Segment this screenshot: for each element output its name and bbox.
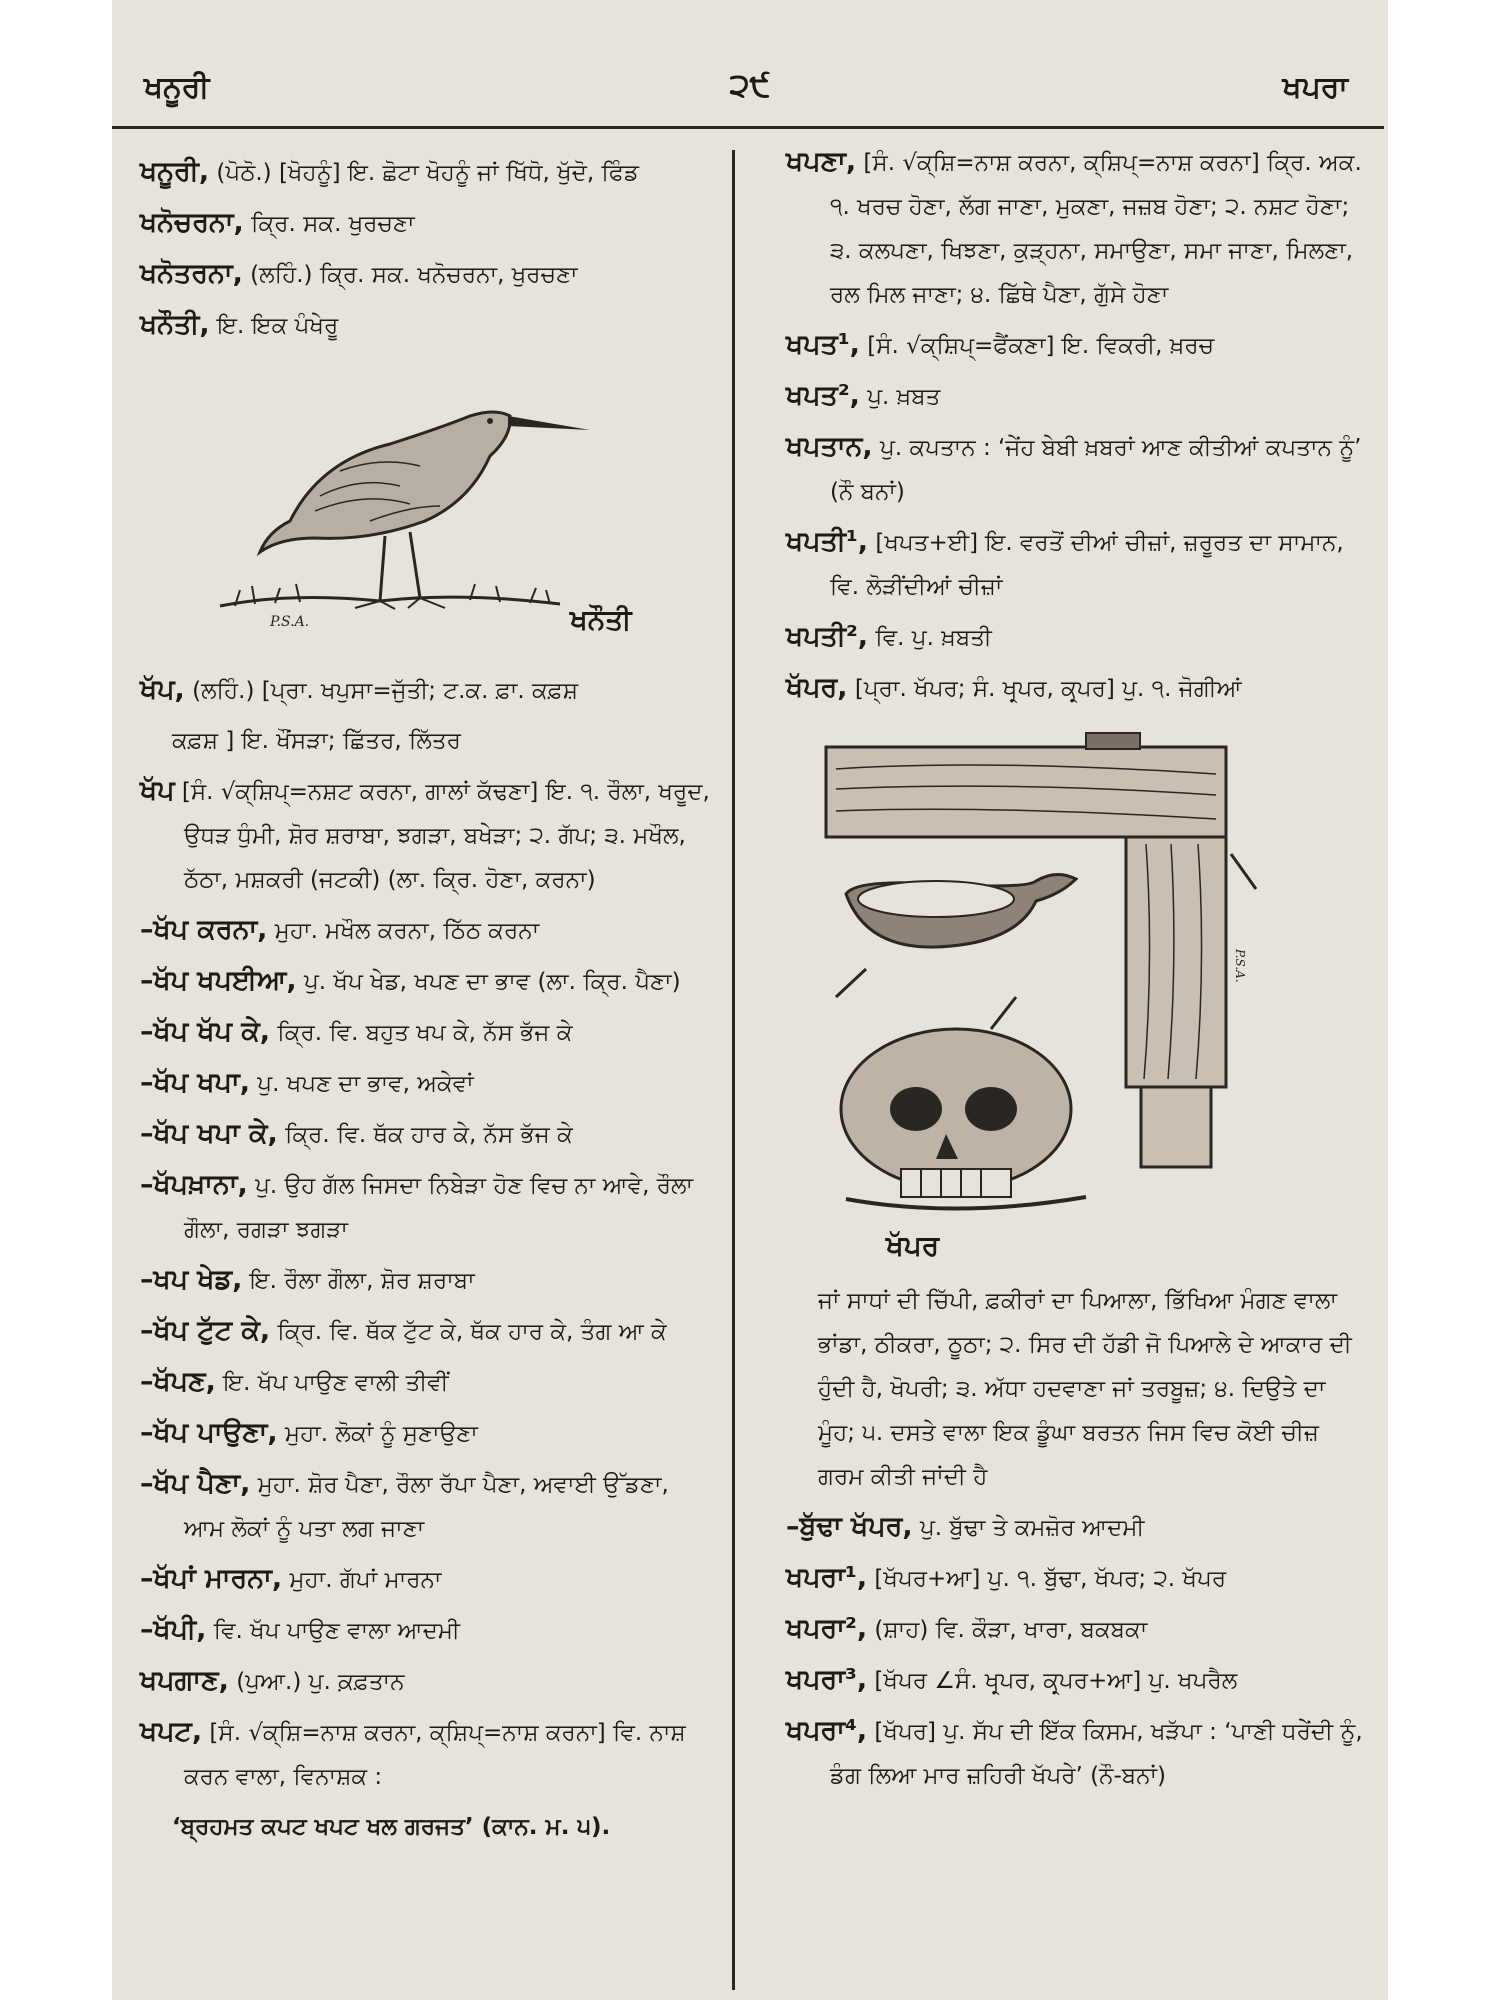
entry-headword: –ਖੱਪ ਟੁੱਟ ਕੇ, bbox=[140, 1315, 271, 1346]
bird-caption: ਖਨੌਤੀ bbox=[570, 603, 632, 636]
entry-headword: ਖਪਤ¹, bbox=[786, 329, 860, 360]
dictionary-entry bbox=[786, 140, 1368, 317]
entry-definition: [ਸੰ. √ਕ੍ਸ਼ਿ=ਨਾਸ਼ ਕਰਨਾ, ਕ੍ਸ਼ਿਪ੍=ਨਾਸ਼ ਕਰਨਾ] ਕ੍ਰਿ. ਅਕ. ੧. ਖਰਚ ਹੋਣਾ, ਲੱਗ ਜਾਣਾ, ਮੁਕਣਾ, ਜਜ਼ਬ ਹੋਣਾ; ੨. ਨਸ਼ਟ ਹੋਣਾ; ੩. ਕਲਪਣਾ, ਖਿਝਣਾ, ਕੁੜ੍ਹਨਾ, ਸਮਾਉਣਾ, ਸਮਾ ਜਾਣਾ, ਮਿਲਣਾ, ਰਲ ਮਿਲ ਜਾਣਾ; ੪. ਛਿੱਥੇ ਪੈਣਾ, ਗੁੱਸੇ ਹੋਣਾ bbox=[830, 150, 1362, 308]
entry-headword: ਖਪਤਾਨ, bbox=[786, 431, 873, 462]
entry-headword: –ਖਪ ਖੇਡ, bbox=[140, 1264, 243, 1295]
entry-definition: ਕ੍ਰਿ. ਵਿ. ਬਹੁਤ ਖਪ ਕੇ, ਨੱਸ ਭੱਜ ਕੇ bbox=[270, 1020, 573, 1046]
page-number: ੨੯ bbox=[729, 66, 771, 104]
dictionary-entry bbox=[786, 1279, 1368, 1499]
dictionary-entry bbox=[140, 1163, 715, 1252]
dictionary-entry bbox=[786, 1709, 1368, 1798]
dictionary-entry bbox=[140, 150, 715, 195]
entry-headword: –ਖੱਪਾਂ ਮਾਰਨਾ, bbox=[140, 1563, 283, 1594]
entry-headword: –ਖੱਪਖ਼ਾਨਾ, bbox=[140, 1169, 248, 1200]
dictionary-entry bbox=[786, 520, 1368, 609]
entry-definition: ਵਿ. ਪੁ. ਖ਼ਬਤੀ bbox=[868, 625, 992, 651]
entry-definition: ਮੁਹਾ. ਲੋਕਾਂ ਨੂੰ ਸੁਣਾਉਣਾ bbox=[277, 1421, 478, 1447]
entry-headword: ਖਨੌਤੀ, bbox=[140, 309, 210, 340]
entry-definition: ਕ੍ਰਿ. ਵਿ. ਥੱਕ ਹਾਰ ਕੇ, ਨੱਸ ਭੱਜ ਕੇ bbox=[277, 1122, 573, 1148]
entry-definition: ਇ. ਰੌਲਾ ਗੌਲਾ, ਸ਼ੋਰ ਸ਼ਰਾਬਾ bbox=[242, 1268, 475, 1294]
entry-definition: ਪੁ. ਬੁੱਢਾ ਤੇ ਕਮਜ਼ੋਰ ਆਦਮੀ bbox=[912, 1515, 1145, 1541]
entry-headword: ਖੱਪਰ, bbox=[786, 672, 848, 703]
entry-definition: [ਖੱਪਰ] ਪੁ. ਸੱਪ ਦੀ ਇੱਕ ਕਿਸਮ, ਖੜੱਪਾ : ‘ਪਾਣੀ ਧਰੇਂਦੀ ਨੂੰ, ਡੰਗ ਲਿਆ ਮਾਰ ਜ਼ਹਿਰੀ ਖੱਪਰੇ’ (ਨੌ-ਬਨਾਂ) bbox=[830, 1719, 1363, 1789]
entry-headword: –ਖੱਪ ਖੱਪ ਕੇ, bbox=[140, 1016, 271, 1047]
entry-definition: (ਸ਼ਾਹ) ਵਿ. ਕੌੜਾ, ਖਾਰਾ, ਬਕਬਕਾ bbox=[867, 1617, 1148, 1643]
entry-definition: ਮੁਹਾ. ਗੱਪਾਂ ਮਾਰਨਾ bbox=[282, 1567, 442, 1593]
page-header bbox=[112, 62, 1388, 122]
khappar-drawing bbox=[786, 729, 1368, 1269]
right-column bbox=[786, 140, 1368, 1804]
entry-definition: [ਸੰ. √ਕ੍ਸ਼ਿਪ੍=ਨਸ਼ਟ ਕਰਨਾ, ਗਾਲਾਂ ਕੱਢਣਾ] ਇ. ੧. ਰੌਲਾ, ਖਰੂਦ, ਉਧੜ ਧੁੰਮੀ, ਸ਼ੋਰ ਸ਼ਰਾਬਾ, ਝਗੜਾ, ਬਖੇੜਾ; ੨. ਗੱਪ; ੩. ਮਖੌਲ, ਠੱਠਾ, ਮਸ਼ਕਰੀ (ਜਟਕੀ) (ਲਾ. ਕ੍ਰਿ. ਹੋਣਾ, ਕਰਨਾ) bbox=[174, 779, 710, 893]
dictionary-entry bbox=[140, 1258, 715, 1303]
entry-headword: –ਖੱਪਣ, bbox=[140, 1366, 216, 1397]
entry-definition: [ਖੱਪਰ ∠ਸੰ. ਖਰ੍ਪਰ, ਕਰ੍ਪਰ+ਆ] ਪੁ. ਖਪਰੈਲ bbox=[867, 1668, 1238, 1694]
entry-definition: (ਲਹਿੰ.) [ਪ੍ਰਾ. ਖਪੁਸਾ=ਜੁੱਤੀ; ਟ.ਕ. ਫ਼ਾ. ਕਫ਼ਸ਼ bbox=[184, 678, 579, 704]
dictionary-entry bbox=[786, 1607, 1368, 1652]
entry-headword: –ਖੱਪ ਪੈਣਾ, bbox=[140, 1468, 251, 1499]
dictionary-entry bbox=[786, 1658, 1368, 1703]
entry-definition: [ਖਪਤ+ਈ] ਇ. ਵਰਤੋਂ ਦੀਆਂ ਚੀਜ਼ਾਂ, ਜ਼ਰੂਰਤ ਦਾ ਸਾਮਾਨ, ਵਿ. ਲੋੜੀਂਦੀਆਂ ਚੀਜ਼ਾਂ bbox=[830, 530, 1344, 600]
dictionary-entry bbox=[140, 908, 715, 953]
dictionary-entry bbox=[140, 1309, 715, 1354]
entry-headword: –ਖੱਪੀ, bbox=[140, 1614, 207, 1645]
entry-headword: ਖਪਰਾ⁴, bbox=[786, 1715, 868, 1746]
entry-definition: ਵਿ. ਖੱਪ ਪਾਉਣ ਵਾਲਾ ਆਦਮੀ bbox=[206, 1618, 460, 1644]
khappar-caption: ਖੱਪਰ bbox=[886, 1229, 940, 1262]
bird-illustration bbox=[140, 356, 715, 656]
dictionary-entry bbox=[786, 1505, 1368, 1550]
dictionary-entry bbox=[140, 1360, 715, 1405]
entry-definition: ਪੁ. ਖੱਪ ਖੇਡ, ਖਪਣ ਦਾ ਭਾਵ (ਲਾ. ਕ੍ਰਿ. ਪੈਣਾ) bbox=[296, 969, 681, 995]
entry-headword: ਖਪਟ, bbox=[140, 1716, 203, 1747]
entry-definition: [ਸੰ. √ਕ੍ਸ਼ਿਪ੍=ਫੈਂਕਣਾ] ਇ. ਵਿਕਰੀ, ਖ਼ਰਚ bbox=[859, 333, 1215, 359]
header-left-word: ਖਨੂਰੀ bbox=[144, 70, 210, 105]
entry-definition: [ਸੰ. √ਕ੍ਸ਼ਿ=ਨਾਸ਼ ਕਰਨਾ, ਕ੍ਸ਼ਿਪ੍=ਨਾਸ਼ ਕਰਨਾ] ਵਿ. ਨਾਸ਼ ਕਰਨ ਵਾਲਾ, ਵਿਨਾਸ਼ਕ : bbox=[184, 1720, 686, 1790]
entry-headword: –ਖੱਪ ਕਰਨਾ, bbox=[140, 914, 268, 945]
dictionary-entry bbox=[786, 666, 1368, 711]
entry-headword: ਖਪਰਾ², bbox=[786, 1613, 868, 1644]
dictionary-entry bbox=[786, 323, 1368, 368]
header-right-word: ਖਪਰਾ bbox=[1282, 70, 1348, 105]
entry-headword: ਖਪਰਾ¹, bbox=[786, 1562, 868, 1593]
khappar-signature: P.S.A. bbox=[1233, 949, 1247, 983]
dictionary-entry bbox=[140, 252, 715, 297]
khappar-illustration bbox=[786, 729, 1368, 1269]
entry-definition: ‘ਬ੍ਰਹਮਤ ਕਪਟ ਖਪਟ ਖਲ ਗਰਜਤ’ (ਕਾਨ. ਮ. ੫). bbox=[172, 1814, 611, 1840]
entry-headword: ਖੱਪ bbox=[140, 775, 175, 806]
dictionary-entry bbox=[140, 201, 715, 246]
entry-definition: ਕਫ਼ਸ਼ ] ਇ. ਖੌਂਸੜਾ; ਛਿੱਤਰ, ਲਿੱਤਰ bbox=[172, 728, 461, 754]
dictionary-entry bbox=[140, 959, 715, 1004]
entry-definition: ਇ. ਖੱਪ ਪਾਉਣ ਵਾਲੀ ਤੀਵੀਂ bbox=[215, 1370, 449, 1396]
dictionary-entry bbox=[140, 1608, 715, 1653]
entry-headword: –ਖੱਪ ਖਪਈਆ, bbox=[140, 965, 297, 996]
entry-definition: ਪੁ. ਕਪਤਾਨ : ‘ਜੇਂਹ ਬੇਬੀ ਖ਼ਬਰਾਂ ਆਣ ਕੀਤੀਆਂ ਕਪਤਾਨ ਨੂੰ’ (ਨੌ ਬਨਾਂ) bbox=[830, 435, 1362, 505]
dictionary-entry bbox=[140, 1411, 715, 1456]
entry-definition: ਪੁ. ਖਪਣ ਦਾ ਭਾਵ, ਅਕੇਵਾਂ bbox=[249, 1071, 474, 1097]
dictionary-entry bbox=[140, 668, 715, 713]
bird-signature: P.S.A. bbox=[270, 614, 310, 630]
dictionary-entry bbox=[140, 1112, 715, 1157]
dictionary-entry bbox=[786, 1556, 1368, 1601]
dictionary-entry bbox=[140, 1557, 715, 1602]
entry-headword: ਖਪਤੀ², bbox=[786, 621, 869, 652]
header-rule bbox=[112, 126, 1384, 129]
entry-definition: [ਪ੍ਰਾ. ਖੱਪਰ; ਸੰ. ਖਰ੍ਪਰ, ਕਰ੍ਪਰ] ਪੁ. ੧. ਜੋਗੀਆਂ bbox=[847, 676, 1242, 702]
dictionary-entry bbox=[140, 1061, 715, 1106]
dictionary-entry bbox=[140, 303, 715, 348]
entry-headword: –ਖੱਪ ਪਾਉਣਾ, bbox=[140, 1417, 278, 1448]
dictionary-entry bbox=[140, 769, 715, 902]
left-column bbox=[140, 150, 715, 1855]
entry-headword: –ਬੁੱਢਾ ਖੱਪਰ, bbox=[786, 1511, 913, 1542]
entry-headword: ਖਨੂਰੀ, bbox=[140, 156, 210, 187]
entry-definition: ਮੁਹਾ. ਸ਼ੋਰ ਪੈਣਾ, ਰੌਲਾ ਰੱਪਾ ਪੈਣਾ, ਅਵਾਈ ਉੱਡਣਾ, ਆਮ ਲੋਕਾਂ ਨੂੰ ਪਤਾ ਲਗ ਜਾਣਾ bbox=[184, 1472, 669, 1542]
entry-headword: ਖਪਤ², bbox=[786, 380, 860, 411]
entry-headword: –ਖੱਪ ਖਪਾ ਕੇ, bbox=[140, 1118, 278, 1149]
entry-definition: ਪੁ. ਖ਼ਬਤ bbox=[859, 384, 941, 410]
entry-definition: ਮੁਹਾ. ਮਖੌਲ ਕਰਨਾ, ਠਿੱਠ ਕਰਨਾ bbox=[267, 918, 540, 944]
entry-definition: ਕ੍ਰਿ. ਸਕ. ਖੁਰਚਣਾ bbox=[243, 211, 415, 237]
dictionary-entry bbox=[140, 1659, 715, 1704]
dictionary-entry bbox=[140, 1010, 715, 1055]
dictionary-entry bbox=[140, 719, 715, 763]
dictionary-entry bbox=[140, 1710, 715, 1799]
entry-headword: ਖਪਰਾ³, bbox=[786, 1664, 868, 1695]
entry-definition: ਇ. ਇਕ ਪੰਖੇਰੂ bbox=[209, 313, 339, 339]
dictionary-entry bbox=[786, 374, 1368, 419]
dictionary-entry bbox=[140, 1462, 715, 1551]
entry-headword: ਖੱਪ, bbox=[140, 674, 185, 705]
entry-definition: (ਪੋਠੋ.) [ਖੋਹਨੂੰ] ਇ. ਛੋਟਾ ਖੋਹਨੂੰ ਜਾਂ ਖਿੱਧੋ, ਖੁੱਦੋ, ਫਿੰਡ bbox=[209, 160, 639, 186]
entry-headword: ਖਪਣਾ, bbox=[786, 146, 857, 177]
entry-headword: ਖਨੋਤਰਨਾ, bbox=[140, 258, 243, 289]
dictionary-entry bbox=[786, 615, 1368, 660]
dictionary-entry bbox=[786, 425, 1368, 514]
entry-headword: –ਖੱਪ ਖਪਾ, bbox=[140, 1067, 250, 1098]
entry-definition: (ਲਹਿੰ.) ਕ੍ਰਿ. ਸਕ. ਖਨੋਚਰਨਾ, ਖੁਰਚਣਾ bbox=[242, 262, 578, 288]
entry-headword: ਖਨੋਚਰਨਾ, bbox=[140, 207, 244, 238]
entry-definition: [ਖੱਪਰ+ਆ] ਪੁ. ੧. ਬੁੱਢਾ, ਖੱਪਰ; ੨. ਖੱਪਰ bbox=[867, 1566, 1227, 1592]
dictionary-entry bbox=[140, 1805, 715, 1849]
entry-definition: (ਪੁਆ.) ਪੁ. ਕ਼ਫ਼ਤਾਨ bbox=[228, 1669, 405, 1695]
entry-definition: ਕ੍ਰਿ. ਵਿ. ਥੱਕ ਟੁੱਟ ਕੇ, ਥੱਕ ਹਾਰ ਕੇ, ਤੰਗ ਆ ਕੇ bbox=[270, 1319, 667, 1345]
column-divider bbox=[732, 150, 735, 1990]
entry-headword: ਖਪਤੀ¹, bbox=[786, 526, 869, 557]
entry-headword: ਖਪਗਾਣ, bbox=[140, 1665, 229, 1696]
entry-definition: ਪੁ. ਉਹ ਗੱਲ ਜਿਸਦਾ ਨਿਬੇੜਾ ਹੋਣ ਵਿਚ ਨਾ ਆਵੇ, ਰੌਲਾ ਗੌਲਾ, ਰਗੜਾ ਝਗੜਾ bbox=[184, 1173, 694, 1243]
entry-definition: ਜਾਂ ਸਾਧਾਂ ਦੀ ਚਿੱਪੀ, ਫ਼ਕੀਰਾਂ ਦਾ ਪਿਆਲਾ, ਭਿੱਖਿਆ ਮੰਗਣ ਵਾਲਾ ਭਾਂਡਾ, ਠੀਕਰਾ, ਠੂਠਾ; ੨. ਸਿਰ ਦੀ ਹੱਡੀ ਜੋ ਪਿਆਲੇ ਦੇ ਆਕਾਰ ਦੀ ਹੁੰਦੀ ਹੈ, ਖੋਪਰੀ; ੩. ਅੱਧਾ ਹਦਵਾਣਾ ਜਾਂ ਤਰਬੂਜ਼; ੪. ਦਿਉਤੇ ਦਾ ਮੂੰਹ; ੫. ਦਸਤੇ ਵਾਲਾ ਇਕ ਡੂੰਘਾ ਬਰਤਨ ਜਿਸ ਵਿਚ ਕੋਈ ਚੀਜ਼ ਗਰਮ ਕੀਤੀ ਜਾਂਦੀ ਹੈ bbox=[818, 1288, 1352, 1490]
